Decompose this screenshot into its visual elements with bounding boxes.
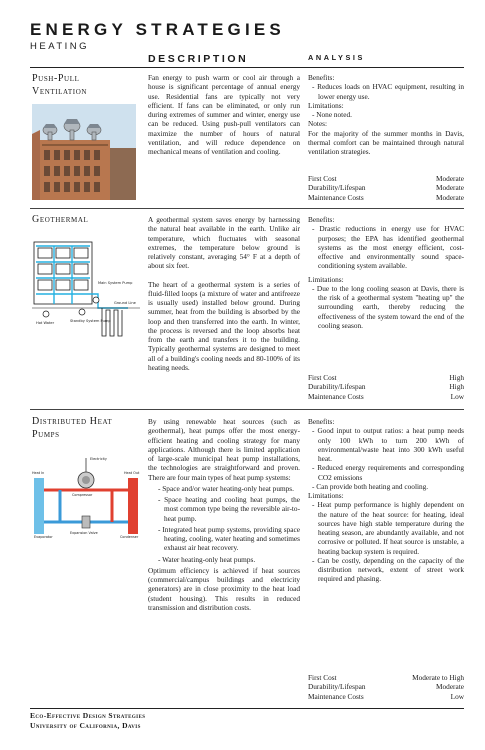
diagram-label-condenser: Condenser [120,535,139,539]
cost-row: First Cost Moderate to High [308,673,464,682]
heat-pump-diagram [32,450,140,545]
push-pull-ventilator-photo [32,104,136,205]
cost-row: First Cost High [308,373,464,382]
diagram-label-evaporator: Evaporator [34,535,53,539]
list-item: - Water heating-only heat pumps. [158,554,256,564]
diagram-label-heat-out: Heat Out [124,471,140,475]
list-item: - Space heating and cooling heat pumps, the most common type being the reversible air-to-heat pump. [158,495,300,523]
list-item: - Integrated heat pump systems, providing space heating, cooling, water heating and sometimes exhaust air heat recovery. [158,524,300,553]
push-pull-analysis: Benefits: - Reduces loads on HVAC equipment, resulting in lower energy use. Limitations: - None noted. Notes: For the majority of the summer months in Davis, thermal comfort can be maintained through natural ventilation strategies. [308,73,464,156]
footer-line-2: University of California, Davis [30,721,141,730]
heat-pump-types-list [148,484,300,564]
diagram-label-main-pump: Main System Pump [98,281,133,285]
footer-rule [30,708,464,709]
section-divider [30,409,464,410]
diagram-label-standby-pump: Standby System Pump [70,319,111,323]
heat-pump-analysis: Benefits: - Good input to output ratios: a heat pump needs only 100 kWh to turn 200 kWh of environmental/waste heat into 300 kWh useful heat. - Reduced energy requirements and corresponding CO2 emissions - Can provide both heating and cooling. Limitations: - Heat pump performance is highly dependent on the nature of the heat source: for heating, ideal sources have high stable temperature during the heating season, are abundantly available, and not corrosive or polluted. If heat source is unstable, a heating backup system is required. - Can be costly, depending on the capacity of the distribution network, extent of street work required and phasing. [308,417,464,584]
section-title-push-pull: Push-Pull Ventilation [32,73,88,97]
diagram-label-compressor: Compressor [72,493,93,497]
page-subtitle: HEATING [30,41,90,52]
column-heading-description: DESCRIPTION [148,53,249,65]
cost-row: Maintenance Costs Low [308,691,464,701]
section-divider [30,208,464,209]
heat-pump-description: By using renewable heat sources (such as geothermal), heat pumps offer the most energy-efficient heating and cooling strategy for many applications. Although there is limited application of large-scale municipal heat pump installations, the technologies are straightforward and proven. There are four main types of heat pump systems: - Space and/or water heating-only heat pumps. - Space heating and cooling heat pumps, the most common type being the reversible air-to-heat pump. - Integrated heat pump systems, providing space heating, cooling, water heating and sometimes exhaust air heat recovery. - Water heating-only heat pumps. Optimum efficiency is achieved if heat sources (commercial/campus buildings and electricity generators) are in close proximity to the heat load (student housing). This results in reduced transmission and distribution costs. [148,417,300,612]
geothermal-description: A geothermal system saves energy by harnessing the natural heat available in the earth. Unlike air temperature, which fluctuates with seasonal extremes, the temperature below ground is relatively constant, averaging 54° F at a depth of about six feet. The heart of a geothermal system is a series of fluid-filled loops (a mixture of water and antifreeze is usually used) installed below ground. During summer, heat from the building is absorbed by the loop and then transferred into the earth. In winter, the process is reversed and the loop absorbs heat from the earth and transfers it to the building. Typically geothermal systems are designed to meet all of a building's cooling needs and 80-100% of its heating needs. [148,215,300,372]
header-rule [30,67,464,68]
diagram-label-ground-line: Ground Line [114,301,136,305]
cost-row: Maintenance Costs Moderate [308,192,464,202]
section-title-geothermal: Geothermal [32,214,89,225]
column-heading-analysis: ANALYSIS [308,53,366,62]
heat-pump-costs [308,673,464,701]
diagram-label-hot-water: Hot Water [36,321,55,325]
geothermal-analysis: Benefits: - Drastic reductions in energy use for HVAC purposes; the EPA has identified geothermal systems as the most energy efficient, cost-effective and environmentally sound space-conditioning system available. Limitations: - Due to the long cooling season at Davis, there is the risk of a geothermal system "heating up" the surrounding earth, thereby reducing the effectiveness of the system toward the end of the cooling season. [308,215,464,330]
diagram-label-electricity: Electricity [90,457,107,461]
list-item: - Space and/or water heating-only heat pumps. [158,483,294,493]
geothermal-diagram [32,240,140,347]
diagram-label-heat-in: Heat In [32,471,45,475]
cost-row: Durability/Lifespan High [308,382,464,392]
cost-row: Maintenance Costs Low [308,391,464,401]
geothermal-costs [308,373,464,401]
push-pull-description: Fan energy to push warm or cool air through a house is significant percentage of annual energy use. Residential fans are typically not very efficient. If fans can be eliminated, or only run during extremes of summer and winter, energy use can be reduced. Using push-pull ventilators can maximize the number of hours of natural ventilation, and will reduce dependence on mechanical means of ventilation and cooling. [148,73,300,156]
diagram-label-expansion-valve: Expansion Valve [70,531,98,535]
cost-row: First Cost Moderate [308,174,464,183]
section-title-heat-pumps: Distributed Heat Pumps [32,416,113,440]
cost-row: Durability/Lifespan Moderate [308,682,464,692]
page-title: ENERGY STRATEGIES [30,20,285,39]
push-pull-costs [308,174,464,202]
cost-row: Durability/Lifespan Moderate [308,183,464,193]
footer-line-1: Eco-Effective Design Strategies [30,711,146,720]
